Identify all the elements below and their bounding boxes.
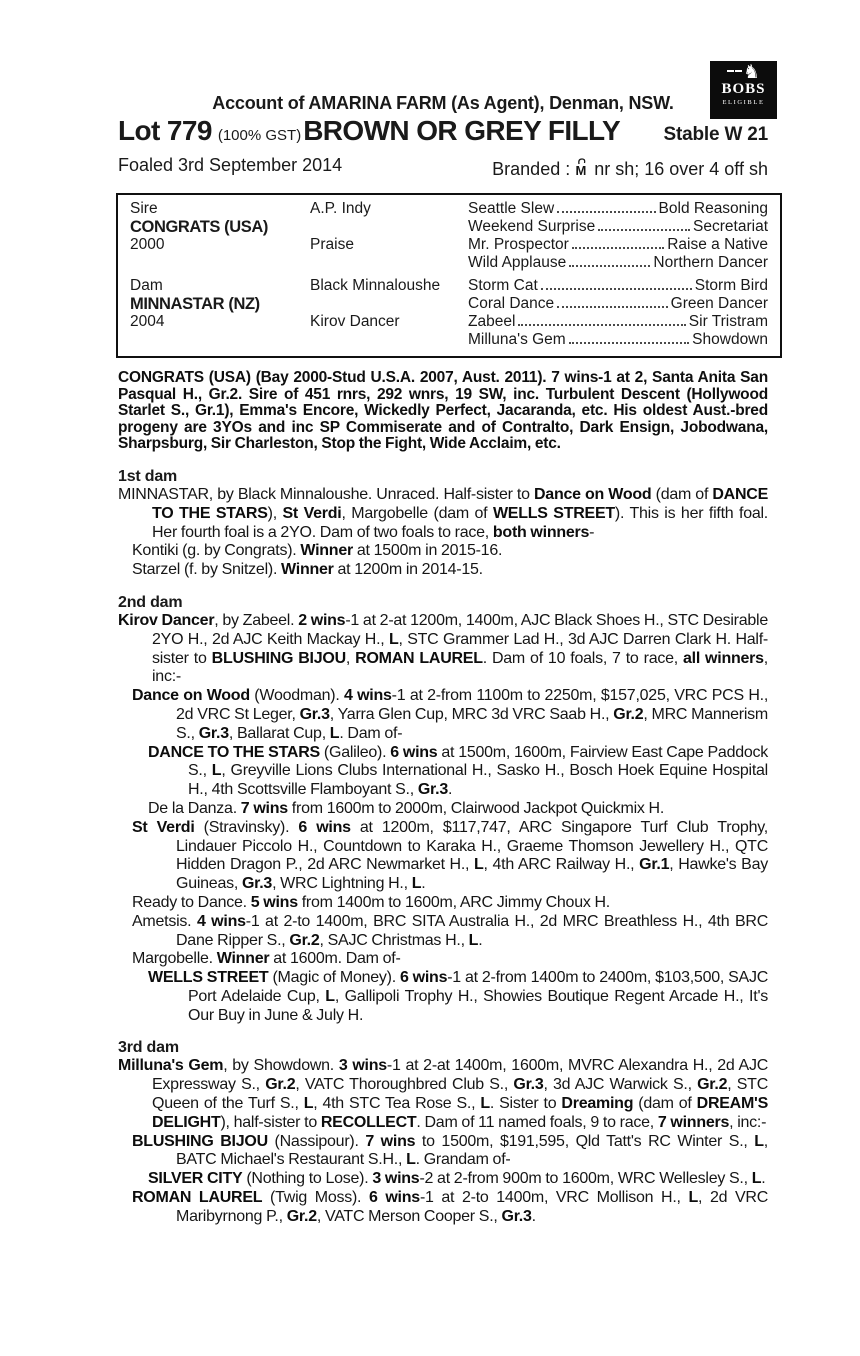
dam-section-title: 1st dam bbox=[118, 467, 178, 485]
text-run: , VATC Thoroughbred Club S., bbox=[295, 1076, 514, 1094]
text-run: (Galileo). bbox=[319, 743, 391, 761]
bold-text-run: ROMAN LAUREL bbox=[355, 649, 483, 667]
bold-text-run: 7 wins bbox=[240, 799, 288, 817]
text-run: , Margobelle (dam of bbox=[341, 504, 493, 522]
dam-section-title: 3rd dam bbox=[118, 1039, 179, 1057]
bold-text-run: St Verdi bbox=[282, 504, 342, 522]
text-run: . Dam of- bbox=[339, 724, 403, 742]
bold-text-run: DANCE TO THE STARS bbox=[152, 485, 769, 522]
bold-text-run: Gr.3 bbox=[241, 875, 273, 893]
bold-text-run: 5 wins bbox=[250, 893, 298, 911]
bold-text-run: L bbox=[389, 630, 399, 648]
pedigree-ancestor-sire: Showdown bbox=[692, 331, 768, 348]
text-run: , inc:- bbox=[152, 649, 768, 686]
pedigree-block bbox=[130, 277, 768, 349]
pedigree-subject-name: MINNASTAR (NZ) bbox=[130, 295, 260, 313]
pedigree-paragraph bbox=[118, 969, 768, 1025]
bold-text-run: both winners bbox=[492, 523, 590, 541]
pedigree-gen2-name: Kirov Dancer bbox=[310, 313, 400, 330]
bold-text-run: L bbox=[468, 931, 479, 949]
pedigree-paragraph bbox=[118, 819, 768, 894]
text-run: , MRC Mannerism S., bbox=[176, 705, 769, 742]
pedigree-subject-year: 2004 bbox=[130, 313, 165, 330]
text-run: (Magic of Money). bbox=[268, 969, 400, 987]
text-run: , bbox=[345, 649, 356, 667]
bold-text-run: 4 wins bbox=[196, 912, 246, 930]
pedigree-ancestor-name: Zabeel bbox=[468, 313, 516, 330]
dot-leader bbox=[518, 324, 685, 326]
bold-text-run: Milluna's Gem bbox=[118, 1057, 224, 1075]
text-run: , 4th STC Tea Rose S., bbox=[313, 1095, 481, 1113]
pedigree-ancestor-name: Milluna's Gem bbox=[468, 331, 566, 348]
bold-text-run: WELLS STREET bbox=[148, 969, 269, 987]
brand-description: nr sh; 16 over 4 off sh bbox=[594, 159, 768, 179]
bold-text-run: L bbox=[754, 1132, 764, 1150]
bold-text-run: L bbox=[406, 1151, 416, 1169]
text-run: at 1200m, $117,747, ARC Singapore Turf Club Trophy, Lindauer Piccolo H., Countdown to Karaka H., Graeme Thomson Jewellery H., QTC Hidden Dragon P., 2d ARC Newmarket H., bbox=[176, 818, 768, 874]
bold-text-run: 6 wins bbox=[298, 818, 351, 836]
text-run: (Woodman). bbox=[249, 687, 344, 705]
pedigree-role-label: Sire bbox=[130, 200, 158, 217]
pedigree-ancestor-name: Wild Applause bbox=[468, 254, 567, 271]
text-run: -1 at 2-to 1400m, VRC Mollison H., bbox=[419, 1189, 689, 1207]
pedigree-ancestor-sire: Secretariat bbox=[693, 218, 768, 235]
pedigree-gen3-row bbox=[468, 200, 768, 218]
bobs-eligible-logo bbox=[710, 61, 777, 119]
text-run: Starzel (f. by Snitzel). bbox=[132, 561, 282, 579]
pedigree-ancestor-sire: Storm Bird bbox=[694, 277, 768, 294]
horse-icon: ♞ bbox=[710, 65, 777, 82]
pedigree-role-label: Dam bbox=[130, 277, 163, 294]
text-run: , Yarra Glen Cup, MRC 3d VRC Saab H., bbox=[329, 705, 614, 723]
pedigree-ancestor-sire: Green Dancer bbox=[670, 295, 768, 312]
pedigree-paragraph bbox=[118, 612, 768, 687]
text-run: to 1500m, $191,595, Qld Tatt's RC Winter S., bbox=[415, 1132, 755, 1150]
text-run: , STC Grammer Lad H., 3d AJC Darren Clark H. Half-sister to bbox=[152, 630, 768, 667]
dot-leader bbox=[557, 306, 667, 308]
text-run: . bbox=[531, 1207, 536, 1225]
text-run: -1 at 2-to 1400m, BRC SITA Australia H., 2d MRC Breathless H., 4th BRC Dane Ripper S., bbox=[176, 912, 768, 949]
bold-text-run: Gr.2 bbox=[289, 931, 320, 949]
pedigree-gen3-row bbox=[468, 313, 768, 331]
dam-section-title: 2nd dam bbox=[118, 593, 183, 611]
pedigree-paragraph bbox=[118, 687, 768, 743]
pedigree-paragraph bbox=[118, 1057, 768, 1132]
text-run: -1 at 2-at 1400m, 1600m, MVRC Alexandra H., 2d AJC Expressway S., bbox=[152, 1057, 769, 1094]
pedigree-paragraph bbox=[118, 894, 768, 913]
text-run: from 1600m to 2000m, Clairwood Jackpot Quickmix H. bbox=[287, 799, 665, 817]
bold-text-run: Dreaming bbox=[561, 1095, 634, 1113]
pedigree-gen2-name: A.P. Indy bbox=[310, 200, 371, 217]
bold-text-run: Gr.3 bbox=[501, 1207, 532, 1225]
dam-sections bbox=[118, 467, 768, 1227]
bold-text-run: BLUSHING BIJOU bbox=[132, 1132, 268, 1150]
text-run: (dam of bbox=[651, 485, 713, 503]
pedigree-ancestor-name: Weekend Surprise bbox=[468, 218, 596, 235]
text-run: De la Danza. bbox=[148, 799, 241, 817]
bold-text-run: Winner bbox=[216, 950, 270, 968]
lot-number: Lot 779 bbox=[118, 115, 212, 146]
text-run: , 4th ARC Railway H., bbox=[483, 856, 640, 874]
page-content bbox=[107, 60, 773, 1227]
text-run: . bbox=[761, 1170, 766, 1188]
lot-header bbox=[118, 115, 768, 151]
bold-text-run: Gr.1 bbox=[639, 856, 670, 874]
text-run: -1 at 2-from 1400m to 2400m, $103,500, SAJC Port Adelaide Cup, bbox=[188, 969, 768, 1005]
pedigree-ancestor-sire: Raise a Native bbox=[667, 236, 768, 253]
pedigree-paragraph bbox=[118, 1133, 768, 1171]
bold-text-run: Gr.2 bbox=[265, 1076, 296, 1094]
dam-section bbox=[118, 1038, 768, 1226]
bold-text-run: Gr.3 bbox=[299, 705, 330, 723]
bold-text-run: L bbox=[474, 856, 484, 874]
bold-text-run: RECOLLECT bbox=[320, 1113, 417, 1131]
pedigree-gen3-row bbox=[468, 331, 768, 349]
text-run: Ready to Dance. bbox=[132, 893, 251, 911]
bold-text-run: St Verdi bbox=[132, 818, 195, 836]
bold-text-run: Gr.2 bbox=[697, 1076, 728, 1094]
text-run: , WRC Lightning H., bbox=[272, 875, 412, 893]
text-run: at 1200m in 2014-15. bbox=[333, 561, 483, 579]
text-run: . bbox=[421, 875, 426, 893]
horse-name: BROWN OR GREY FILLY bbox=[303, 115, 621, 146]
pedigree-gen3-row bbox=[468, 218, 768, 236]
bold-text-run: 4 wins bbox=[344, 687, 392, 705]
bold-text-run: L bbox=[751, 1170, 762, 1188]
bold-text-run: L bbox=[211, 762, 222, 780]
text-run: . Sister to bbox=[489, 1095, 562, 1113]
text-column bbox=[118, 93, 768, 1227]
bold-text-run: all winners bbox=[682, 649, 764, 667]
text-run: (Nassipour). bbox=[267, 1132, 366, 1150]
stable-number: Stable W 21 bbox=[663, 124, 768, 145]
pedigree-subject-year: 2000 bbox=[130, 236, 165, 253]
bold-text-run: DANCE TO THE STARS bbox=[148, 743, 320, 761]
pedigree-ancestor-sire: Northern Dancer bbox=[653, 254, 768, 271]
text-run: , 3d AJC Warwick S., bbox=[543, 1076, 698, 1094]
text-run: - bbox=[589, 523, 595, 541]
dot-leader bbox=[569, 265, 650, 267]
bold-text-run: ROMAN LAUREL bbox=[132, 1189, 263, 1207]
bold-text-run: L bbox=[688, 1189, 699, 1207]
pedigree-gen3-row bbox=[468, 254, 768, 272]
text-run: at 1500m, 1600m, Fairview East Cape Paddock S., bbox=[188, 743, 769, 780]
text-run: ). This is her fifth foal. Her fourth foal is a 2YO. Dam of two foals to race, bbox=[152, 504, 768, 541]
bobs-logo-title: BOBS bbox=[721, 81, 766, 97]
text-run: -1 at 2-from 1100m to 2250m, $157,025, VRC PCS H., 2d VRC St Leger, bbox=[176, 687, 769, 723]
pedigree-table bbox=[116, 193, 782, 358]
pedigree-ancestor-name: Seattle Slew bbox=[468, 200, 555, 217]
bold-text-run: L bbox=[411, 875, 422, 893]
pedigree-ancestor-sire: Sir Tristram bbox=[688, 313, 768, 330]
text-run: . Dam of 11 named foals, 9 to race, bbox=[416, 1113, 658, 1131]
pedigree-paragraph bbox=[118, 950, 768, 969]
dam-section bbox=[118, 593, 768, 1026]
bold-text-run: L bbox=[325, 987, 335, 1005]
svg-text:M: M bbox=[575, 163, 587, 178]
account-line: Account of AMARINA FARM (As Agent), Denman, NSW. bbox=[212, 93, 674, 113]
text-run: ), bbox=[267, 504, 283, 522]
text-run: . bbox=[448, 781, 453, 799]
text-run: , SAJC Christmas H., bbox=[319, 931, 469, 949]
text-run: , STC Queen of the Turf S., bbox=[152, 1076, 768, 1113]
pedigree-ancestor-name: Mr. Prospector bbox=[468, 236, 569, 253]
text-run: (dam of bbox=[633, 1095, 697, 1113]
text-run: from 1400m to 1600m, ARC Jimmy Choux H. bbox=[297, 893, 610, 911]
text-run: . Grandam of- bbox=[415, 1151, 511, 1169]
pedigree-subject-cell bbox=[130, 200, 310, 272]
bold-text-run: 2 wins bbox=[298, 611, 346, 629]
pedigree-subject-cell bbox=[130, 277, 310, 349]
pedigree-gen2-name: Black Minnaloushe bbox=[310, 277, 441, 294]
text-run: , 2d VRC Maribyrnong P., bbox=[176, 1189, 768, 1225]
pedigree-gen3-row bbox=[468, 295, 768, 313]
bold-text-run: 6 wins bbox=[368, 1189, 420, 1207]
text-run: (Nothing to Lose). bbox=[242, 1170, 373, 1188]
text-run: at 1600m. Dam of- bbox=[269, 950, 401, 968]
text-run: , by Zabeel. bbox=[214, 611, 299, 629]
text-run: Margobelle. bbox=[132, 950, 217, 968]
text-run: (Twig Moss). bbox=[262, 1189, 369, 1207]
text-run: , inc:- bbox=[729, 1113, 767, 1131]
text-run: , Hawke's Bay Guineas, bbox=[176, 856, 768, 893]
text-run: , by Showdown. bbox=[223, 1057, 339, 1075]
dot-leader bbox=[598, 229, 690, 231]
bold-text-run: DREAM'S DELIGHT bbox=[152, 1095, 769, 1131]
foaled-branded-line bbox=[118, 155, 768, 180]
pedigree-paragraph bbox=[118, 561, 768, 580]
bold-text-run: L bbox=[329, 724, 340, 742]
bold-text-run: Winner bbox=[281, 561, 334, 579]
dam-section bbox=[118, 467, 768, 580]
pedigree-subject-name: CONGRATS (USA) bbox=[130, 218, 269, 236]
bold-text-run: 6 wins bbox=[390, 743, 438, 761]
text-run: Ametsis. bbox=[132, 912, 197, 930]
text-run: , BATC Michael's Restaurant S.H., bbox=[176, 1132, 768, 1169]
pedigree-paragraph bbox=[118, 542, 768, 561]
bold-text-run: L bbox=[480, 1095, 490, 1113]
pedigree-gen2-name: Praise bbox=[310, 236, 354, 253]
pedigree-block bbox=[130, 200, 768, 272]
brand-mark-icon bbox=[574, 158, 590, 183]
pedigree-paragraph bbox=[118, 1189, 768, 1227]
bold-text-run: CONGRATS (USA) (Bay 2000-Stud U.S.A. 2007, Aust. 2011). 7 wins-1 at 2, Santa Anita San Pasqual H., Gr.2. Sire of 451 rnrs, 292 wnrs, 19 SW, inc. Turbulent Descent (Hollywood Starlet S., Gr.1), Emma's Encore, Wickedly Perfect, Jacaranda, etc. His oldest Aust.-bred progeny are 3YOs and inc SP Commiserate and of Contralto, Dark Ensign, Jobodwana, Sharpsburg, Sir Charleston, Stop the Fight, Wide Acclaim, etc. bbox=[118, 369, 768, 453]
text-run: MINNASTAR, by Black Minnaloushe. Unraced. Half-sister to bbox=[118, 485, 534, 503]
pedigree-paragraph bbox=[118, 744, 768, 800]
bold-text-run: Dance on Wood bbox=[534, 485, 652, 503]
bold-text-run: 7 wins bbox=[365, 1132, 416, 1150]
bold-text-run: BLUSHING BIJOU bbox=[211, 649, 346, 667]
branded-label: Branded : bbox=[492, 159, 571, 179]
bold-text-run: Gr.2 bbox=[286, 1207, 317, 1225]
bold-text-run: 6 wins bbox=[399, 969, 448, 987]
bold-text-run: Gr.2 bbox=[613, 705, 644, 723]
pedigree-paragraph bbox=[118, 1170, 768, 1189]
bold-text-run: Winner bbox=[300, 542, 353, 560]
bold-text-run: Gr.3 bbox=[417, 781, 448, 799]
text-run: . Dam of 10 foals, 7 to race, bbox=[482, 649, 683, 667]
text-run: (Stravinsky). bbox=[194, 818, 299, 836]
bold-text-run: L bbox=[303, 1095, 314, 1113]
pedigree-gen3-row bbox=[468, 236, 768, 254]
pedigree-paragraph bbox=[118, 486, 768, 542]
text-run: ), half-sister to bbox=[220, 1113, 321, 1131]
pedigree-ancestor-sire: Bold Reasoning bbox=[658, 200, 768, 217]
text-run: -1 at 2-at 1200m, 1400m, AJC Black Shoes H., STC Desirable 2YO H., 2d AJC Keith Mackay H., bbox=[152, 611, 769, 648]
text-run: , Gallipoli Trophy H., Showies Boutique Regent Arcade H., It's Our Buy in June & July H. bbox=[188, 987, 769, 1024]
text-run: at 1500m in 2015-16. bbox=[352, 542, 503, 560]
pedigree-paragraph bbox=[118, 800, 768, 819]
sire-blurb bbox=[118, 370, 768, 453]
bold-text-run: SILVER CITY bbox=[148, 1170, 243, 1188]
bold-text-run: WELLS STREET bbox=[492, 504, 615, 522]
bold-text-run: Kirov Dancer bbox=[118, 611, 215, 629]
bold-text-run: Dance on Wood bbox=[132, 687, 250, 705]
dot-leader bbox=[569, 342, 689, 344]
dot-leader bbox=[541, 288, 692, 290]
pedigree-ancestor-name: Storm Cat bbox=[468, 277, 538, 294]
gst-note: (100% GST) bbox=[217, 127, 302, 144]
bold-text-run: 3 wins bbox=[372, 1170, 420, 1188]
text-run: , Ballarat Cup, bbox=[228, 724, 330, 742]
foaled-date: Foaled 3rd September 2014 bbox=[118, 155, 343, 175]
text-run: . bbox=[478, 931, 483, 949]
bold-text-run: 7 winners bbox=[657, 1113, 730, 1131]
dot-leader bbox=[557, 211, 655, 213]
text-run: , VATC Merson Cooper S., bbox=[316, 1207, 502, 1225]
pedigree-ancestor-name: Coral Dance bbox=[468, 295, 555, 312]
text-run: -2 at 2-from 900m to 1600m, WRC Wellesley S., bbox=[419, 1170, 752, 1188]
bold-text-run: Gr.3 bbox=[198, 724, 229, 742]
dot-leader bbox=[572, 247, 664, 249]
bobs-logo-subtitle: ELIGIBLE bbox=[722, 99, 765, 106]
bold-text-run: Gr.3 bbox=[513, 1076, 544, 1094]
pedigree-gen3-row bbox=[468, 277, 768, 295]
pedigree-paragraph bbox=[118, 913, 768, 951]
bold-text-run: 3 wins bbox=[338, 1057, 387, 1075]
branded-info bbox=[492, 155, 768, 180]
text-run: Kontiki (g. by Congrats). bbox=[132, 542, 301, 560]
text-run: , Greyville Lions Clubs International H., Sasko H., Bosch Hoek Equine Hospital H., 4th Scottsville Flamboyant S., bbox=[188, 762, 768, 799]
